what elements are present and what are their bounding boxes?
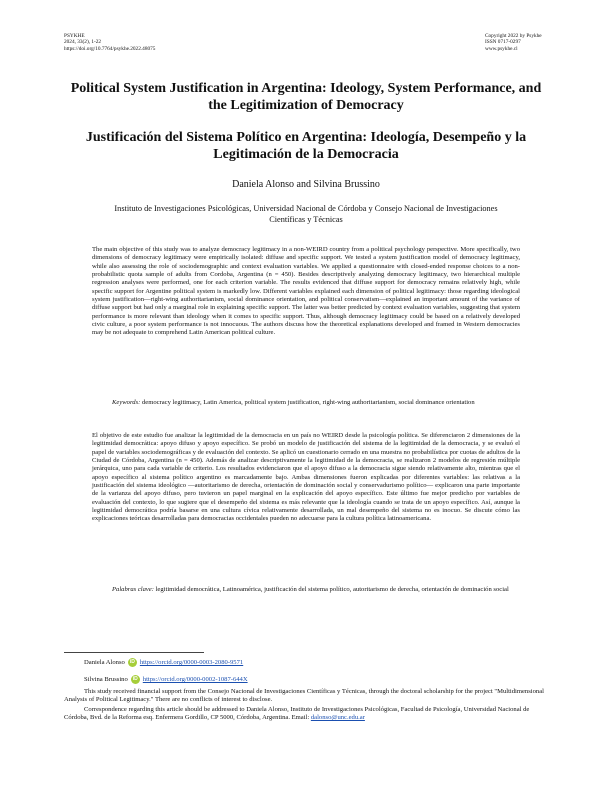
orcid-link[interactable]: https://orcid.org/0000-0003-2080-9571 <box>139 659 244 667</box>
orcid-icon: iD <box>129 659 135 665</box>
author-name: Daniela Alonso <box>84 659 125 667</box>
affiliation: Instituto de Investigaciones Psicológicas, Universidad Nacional de Córdoba y Consejo Nacional de Investigaciones Científicas y Técnicas <box>114 204 498 224</box>
title-spanish: Justificación del Sistema Político en Argentina: Ideología, Desempeño y la Legitimación de la Democracia <box>85 130 527 162</box>
keywords-label: Keywords: <box>112 399 141 406</box>
keywords-text: democracy legitimacy, Latin America, political system justification, right-wing authoritarianism, social dominance orientation <box>141 399 475 406</box>
keywords-spanish <box>92 586 520 594</box>
journal-header-right <box>485 33 542 52</box>
copyright: Copyright 2022 by Psykhe <box>485 33 542 39</box>
journal-name: PSYKHE <box>64 33 85 39</box>
keywords-label: Palabras clave: <box>112 586 154 593</box>
keywords-english <box>92 399 520 407</box>
journal-header-left <box>64 33 155 52</box>
author-list: Daniela Alonso and Silvina Brussino <box>232 179 380 190</box>
doi-link[interactable]: https://doi.org/10.7764/psykhe.2022.48075 <box>64 45 156 52</box>
issn: ISSN 0717-0297 <box>485 39 521 46</box>
orcid-link[interactable]: https://orcid.org/0000-0002-1087-644X <box>142 676 248 684</box>
email-link[interactable]: dalonso@unc.edu.ar <box>310 714 365 722</box>
title-english: Political System Justification in Argentina: Ideology, System Performance, and the Legitimization of Democracy <box>70 81 542 113</box>
abstract-spanish: El objetivo de este estudio fue analizar la legitimidad de la democracia en un país no WEIRD desde la psicología política. Se diferenciaron 2 dimensiones de la legitimidad democrática: apoyo difuso y apoyo específico. Se probó un modelo de justificación del sistema de la legitimidad de la democracia, y se evaluó el papel de variables sociodemográficas y de evaluación del contexto. Se aplicó un cuestionario cerrado en una muestra no probabilística por cuotas de adultos de la Ciudad de Córdoba, Argentina (n = 450). Además de analizar descriptivamente la legitimidad de la democracia, se realizaron 2 modelos de regresión múltiple jerárquica, uno para cada variable de criterio. Los resultados evidenciaron que el apoyo difuso a la democracia sigue siendo relativamente alto, mientras que el apoyo específico al sistema político argentino es marcadamente bajo. Ambas dimensiones fueron explicadas por diferentes variables: las relativas a la justificación del sistema ideológico —autoritarismo de derecha, orientación de dominación social y conservadurismo político— explicaron una parte importante de la varianza del apoyo difuso, pero tuvieron un papel marginal en la explicación del apoyo específico. Este último fue mejor predicho por variables de evaluación del contexto, lo que sugiere que el desempeño del sistema es más relevante que la ideología cuando se trata de un apoyo específico. Así, aunque la legitimidad democrática podría basarse en una cultura cívica relativamente desarrollada, un mal desempeño del sistema no es inocuo. Se discute cómo las explicaciones teóricas desarrolladas para democracias occidentales pueden no adecuarse para la cultura política latinoamericana. <box>92 432 520 523</box>
correspondence-text: Correspondence regarding this article should be addressed to Daniela Alonso, Instituto de Investigaciones Psicológicas, Facultad de Psicología, Universidad Nacional de Córdoba, Bvd. de la Reforma esq. Enfermera Gordillo, CP 5000, Córdoba, Argentina. Email: <box>64 706 530 722</box>
author2-orcid <box>84 675 568 684</box>
footnote-divider <box>64 652 204 653</box>
abstract-english: The main objective of this study was to analyze democracy legitimacy in a non-WEIRD country from a political psychology perspective. More specifically, two dimensions of democracy legitimacy were empirically isolated: diffuse and specific support. We tested a system justification model of democracy legitimacy, while also assessing the role of sociodemographic and context evaluation variables. We applied a questionnaire with closed-ended response choices to a non-probabilistic quota sample of adults from Cordoba, Argentina (n = 450). Besides descriptively analyzing democracy legitimacy, two hierarchical multiple regression analyses were performed, one for each criterion variable. The results evidenced that diffuse support for democracy remains relatively high, while specific support for Argentine political system is markedly low. Different variables explained each dimension of political legitimacy: those regarding ideological system justification—right-wing authoritarianism, social dominance orientation, and political conservatism—explained an important amount of the variance of diffuse support but had only a marginal role in explaining specific support. The latter was better predicted by context evaluation variables, suggesting that system performance is more relevant than ideology when it comes to specific support. Thus, although democracy legitimacy could be based on a relatively developed civic culture, a poor system performance is not innocuous. The authors discuss how the theoretical explanations developed and framed in Western democracies may be not adequate to comprehend Latin American political culture. <box>92 246 520 337</box>
author1-orcid <box>84 658 568 667</box>
keywords-text: legitimidad democrática, Latinoamérica, justificación del sistema político, autoritarismo de derecha, orientación de dominación social <box>155 586 509 593</box>
correspondence-note <box>64 706 548 723</box>
website-link[interactable]: www.psykhe.cl <box>485 45 518 52</box>
funding-note: This study received financial support from the Consejo Nacional de Investigaciones Científicas y Técnicas, through the doctoral scholarship for the project "Multidimensional Analysis of Political Legitimacy." There are no conflicts of interest to disclose. <box>64 688 544 704</box>
journal-volume: 2024, 33(2), 1-22 <box>64 39 102 46</box>
author-name: Silvina Brussino <box>84 676 128 684</box>
orcid-icon: iD <box>132 676 138 682</box>
